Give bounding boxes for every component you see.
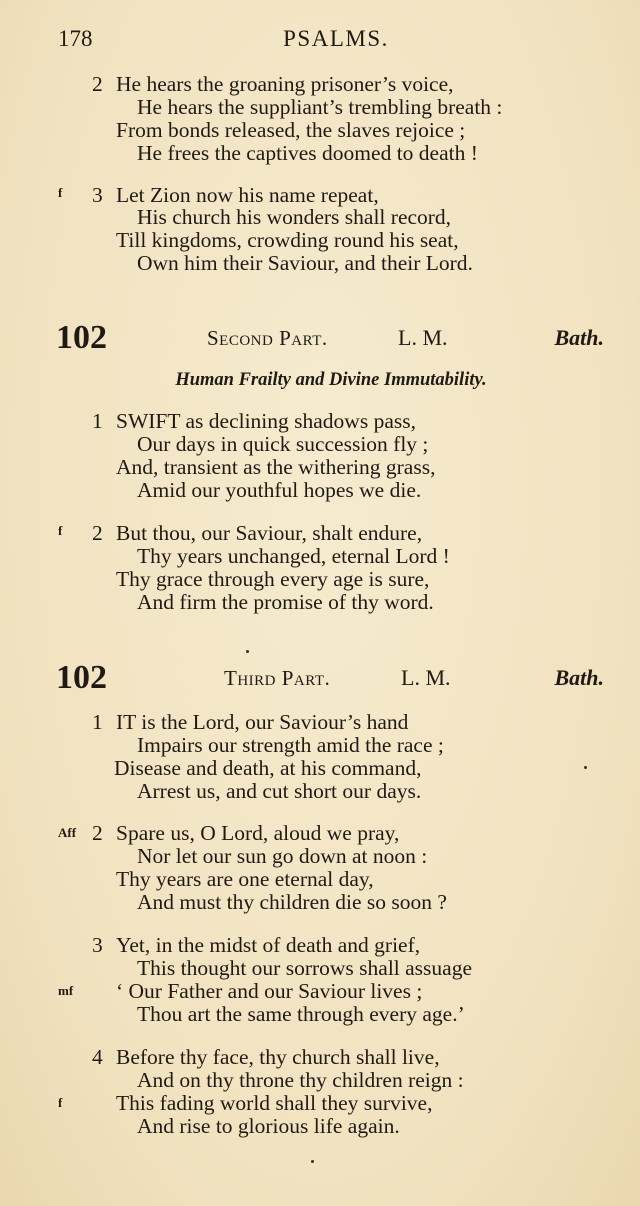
stanza-number: 4 — [92, 1045, 103, 1069]
verse-line: And, transient as the withering grass, — [116, 455, 436, 479]
stanza-number: 2 — [92, 821, 103, 845]
dynamic-mark: mf — [58, 983, 74, 998]
stanza-number: 2 — [92, 72, 103, 96]
hymn-subtitle: Human Frailty and Divine Immutability. — [175, 370, 487, 390]
hymn-meter: L. M. — [398, 325, 448, 350]
verse-line: And rise to glorious life again. — [137, 1114, 400, 1138]
verse-line: He hears the suppliant’s trembling breath : — [137, 95, 503, 119]
hymn-number: 102 — [56, 659, 107, 696]
verse-line: Spare us, O Lord, aloud we pray, — [116, 821, 400, 845]
verse-line: Disease and death, at his command, — [114, 756, 422, 780]
verse-line: His church his wonders shall record, — [137, 205, 452, 229]
verse-line: Let Zion now his name repeat, — [116, 183, 379, 207]
verse-line: Amid our youthful hopes we die. — [137, 478, 422, 502]
verse-line: Thy years are one eternal day, — [116, 867, 374, 891]
verse-line: Own him their Saviour, and their Lord. — [137, 251, 473, 275]
stanza-number: 3 — [92, 933, 103, 957]
verse-line: And must thy children die so soon ? — [137, 890, 447, 914]
verse-line: Impairs our strength amid the race ; — [137, 733, 444, 757]
verse-line: Thou art the same through every age.’ — [137, 1002, 465, 1026]
hymn-heading-second-part — [0, 318, 640, 358]
ink-speck — [311, 1160, 314, 1163]
stanza-number: 3 — [92, 183, 103, 207]
dynamic-mark: f — [58, 523, 63, 538]
page-number: 178 — [58, 26, 93, 51]
ink-speck — [584, 766, 587, 769]
dynamic-mark: Aff — [58, 825, 77, 840]
verse-line: Thy grace through every age is sure, — [116, 567, 430, 591]
dynamic-mark: f — [58, 185, 63, 200]
hymn-heading-third-part — [0, 658, 640, 698]
hymn-meter: L. M. — [401, 665, 451, 690]
verse-line: And firm the promise of thy word. — [137, 590, 434, 614]
verse-line: IT is the Lord, our Saviour’s hand — [116, 710, 409, 734]
verse-line: Yet, in the midst of death and grief, — [116, 933, 421, 957]
verse-line: SWIFT as declining shadows pass, — [116, 409, 416, 433]
verse-line: He hears the groaning prisoner’s voice, — [116, 72, 454, 96]
verse-line: Nor let our sun go down at noon : — [137, 844, 428, 868]
hymn-part: Third Part. — [224, 666, 331, 690]
ink-speck — [246, 650, 249, 653]
verse-line: Arrest us, and cut short our days. — [137, 779, 422, 803]
verse-line: Till kingdoms, crowding round his seat, — [116, 228, 459, 252]
running-title: PSALMS. — [283, 26, 389, 51]
verse-line: This fading world shall they survive, — [116, 1091, 433, 1115]
hymn-part: Second Part. — [207, 326, 328, 350]
hymn-number: 102 — [56, 319, 107, 356]
running-head — [58, 26, 598, 56]
verse-line: But thou, our Saviour, shalt endure, — [116, 521, 423, 545]
verse-line: Thy years unchanged, eternal Lord ! — [137, 544, 450, 568]
dynamic-mark: f — [58, 1095, 63, 1110]
verse-line: He frees the captives doomed to death ! — [137, 141, 478, 165]
stanza-number: 1 — [92, 710, 103, 734]
verse-line: This thought our sorrows shall assuage — [137, 956, 473, 980]
hymn-tune: Bath. — [554, 665, 604, 690]
hymn-tune: Bath. — [554, 325, 604, 350]
verse-line: ‘ Our Father and our Saviour lives ; — [116, 979, 423, 1003]
stanza-number: 2 — [92, 521, 103, 545]
verse-line: Our days in quick succession fly ; — [137, 432, 429, 456]
verse-line: Before thy face, thy church shall live, — [116, 1045, 440, 1069]
verse-line: From bonds released, the slaves rejoice ; — [116, 118, 466, 142]
verse-line: And on thy throne thy children reign : — [137, 1068, 464, 1092]
stanza-number: 1 — [92, 409, 103, 433]
